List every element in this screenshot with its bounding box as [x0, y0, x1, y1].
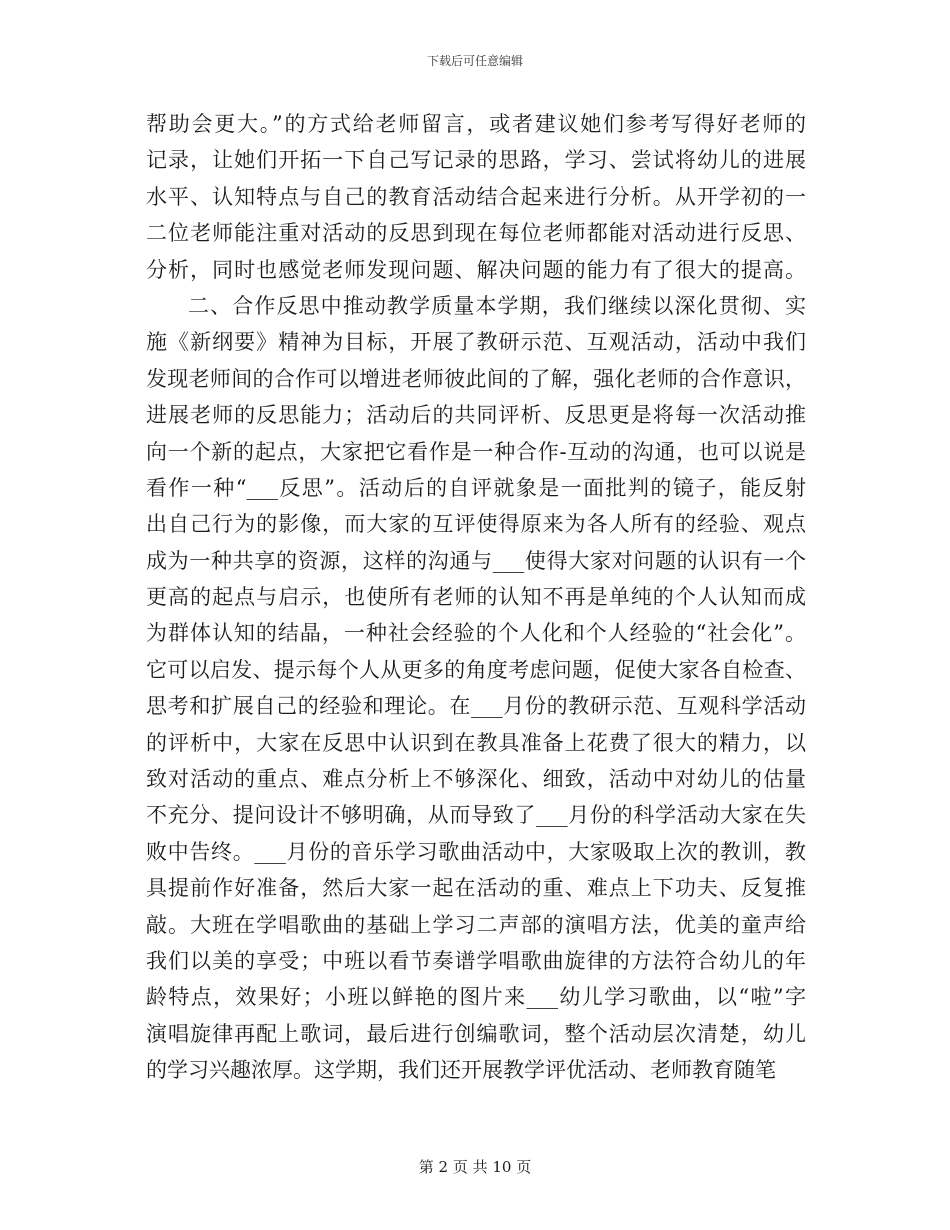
- text-line: 的评析中，大家在反思中认识到在教具准备上花费了很大的精力，以: [146, 730, 806, 755]
- text-line: 我们以美的享受；中班以看节奏谱学唱歌曲旋律的方法符合幼儿的年: [146, 948, 806, 973]
- text-line: 败中告终。___月份的音乐学习歌曲活动中，大家吸取上次的教训，教: [146, 839, 806, 864]
- text-line: 具提前作好准备，然后大家一起在活动的重、难点上下功夫、反复推: [146, 876, 806, 901]
- text-line: 它可以启发、提示每个人从更多的角度考虑问题，促使大家各自检查、: [146, 657, 806, 682]
- text-line: 发现老师间的合作可以增进老师彼此间的了解，强化老师的合作意识，: [146, 366, 806, 391]
- paragraph-start-line: 二、合作反思中推动教学质量本学期，我们继续以深化贯彻、实: [188, 293, 806, 318]
- text-line: 的学习兴趣浓厚。这学期，我们还开展教学评优活动、老师教育随笔: [146, 1058, 776, 1083]
- page-header: 下载后可任意编辑: [426, 54, 523, 68]
- text-line: 龄特点，效果好；小班以鲜艳的图片来___幼儿学习歌曲，以“啦”字: [146, 985, 806, 1010]
- text-line: 不充分、提问设计不够明确，从而导致了___月份的科学活动大家在失: [146, 803, 806, 828]
- text-line: 进展老师的反思能力；活动后的共同评析、反思更是将每一次活动推: [146, 403, 806, 428]
- text-line: 分析，同时也感觉老师发现问题、解决问题的能力有了很大的提高。: [146, 257, 806, 282]
- text-line: 向一个新的起点，大家把它看作是一种合作-互动的沟通，也可以说是: [146, 439, 806, 464]
- text-line: 更高的起点与启示，也使所有老师的认知不再是单纯的个人认知而成: [146, 585, 806, 610]
- text-line: 演唱旋律再配上歌词，最后进行创编歌词，整个活动层次清楚，幼儿: [146, 1021, 806, 1046]
- text-line: 为群体认知的结晶，一种社会经验的个人化和个人经验的“社会化”。: [146, 621, 806, 646]
- text-line: 记录，让她们开拓一下自己写记录的思路，学习、尝试将幼儿的进展: [146, 148, 806, 173]
- text-line: 施《新纲要》精神为目标，开展了教研示范、互观活动，活动中我们: [146, 330, 806, 355]
- text-line: 出自己行为的影像，而大家的互评使得原来为各人所有的经验、观点: [146, 512, 806, 537]
- document-body: [146, 106, 806, 1089]
- text-line: 帮助会更大。”的方式给老师留言，或者建议她们参考写得好老师的: [146, 112, 806, 136]
- text-line: 成为一种共享的资源，这样的沟通与___使得大家对问题的认识有一个: [146, 548, 806, 573]
- text-line: 敲。大班在学唱歌曲的基础上学习二声部的演唱方法，优美的童声给: [146, 912, 806, 937]
- text-line: 看作一种“___反思”。活动后的自评就象是一面批判的镜子，能反射: [146, 475, 806, 500]
- text-line: 致对活动的重点、难点分析上不够深化、细致，活动中对幼儿的估量: [146, 767, 806, 792]
- text-line: 水平、认知特点与自己的教育活动结合起来进行分析。从开学初的一: [146, 184, 806, 209]
- text-line: 思考和扩展自己的经验和理论。在___月份的教研示范、互观科学活动: [146, 694, 806, 719]
- text-line: 二位老师能注重对活动的反思到现在每位老师都能对活动进行反思、: [146, 221, 806, 246]
- page-number: 第 2 页 共 10 页: [418, 1158, 532, 1176]
